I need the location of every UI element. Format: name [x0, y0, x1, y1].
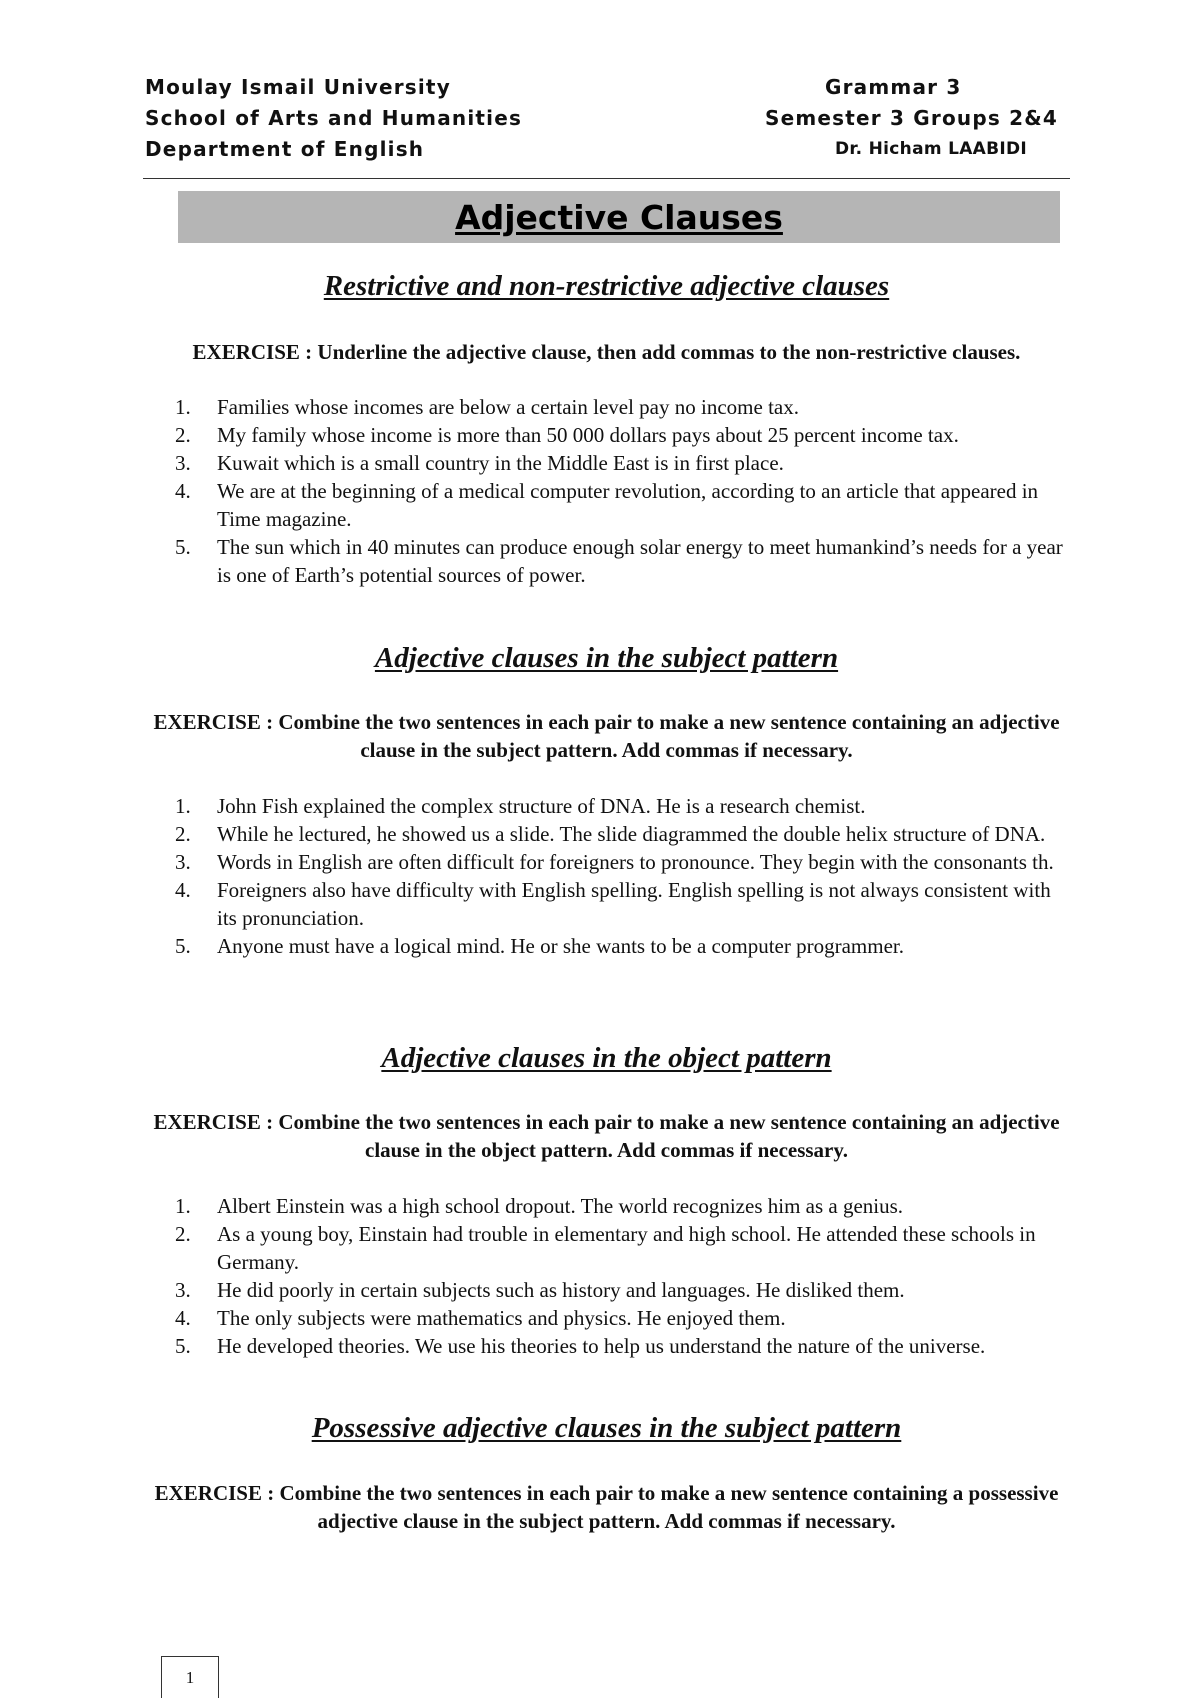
section-heading: Adjective clauses in the subject pattern	[374, 642, 839, 674]
list-item	[175, 1276, 1065, 1304]
section-heading: Adjective clauses in the object pattern	[381, 1042, 832, 1074]
page-number-box	[161, 1656, 219, 1698]
list-item	[175, 1332, 1065, 1360]
list-item	[175, 932, 1065, 960]
item-text: Words in English are often difficult for foreigners to pronounce. They begin with the consonants th.	[217, 850, 1054, 874]
exercise-list	[175, 393, 1065, 589]
list-item	[175, 1304, 1065, 1332]
section-heading: Possessive adjective clauses in the subject pattern	[311, 1412, 902, 1444]
item-number: 5.	[175, 1334, 191, 1358]
item-text: The sun which in 40 minutes can produce enough solar energy to meet humankind’s needs for a year is one of Earth’s potential sources of power.	[217, 535, 1063, 587]
item-number: 2.	[175, 423, 191, 447]
list-item	[175, 1220, 1065, 1276]
page-title: Adjective Clauses	[455, 197, 783, 237]
list-item	[175, 421, 1065, 449]
semester-groups: Semester 3 Groups 2&4	[765, 106, 1059, 130]
exercise-instruction: EXERCISE : Underline the adjective clause, then add commas to the non-restrictive clauses.	[192, 340, 1021, 364]
list-item	[175, 848, 1065, 876]
item-text: My family whose income is more than 50 000 dollars pays about 25 percent income tax.	[217, 423, 959, 447]
item-number: 2.	[175, 1222, 191, 1246]
department-name: Department of English	[145, 137, 425, 161]
item-number: 4.	[175, 878, 191, 902]
item-number: 3.	[175, 1278, 191, 1302]
list-item	[175, 820, 1065, 848]
exercise-instruction: EXERCISE : Combine the two sentences in each pair to make a new sentence containing an adjective clause in the subject pattern. Add commas if necessary.	[153, 710, 1060, 762]
item-number: 5.	[175, 535, 191, 559]
university-name: Moulay Ismail University	[145, 75, 451, 99]
page-number: 1	[185, 1667, 195, 1687]
item-number: 3.	[175, 451, 191, 475]
header-divider	[143, 178, 1070, 179]
section-heading: Restrictive and non-restrictive adjective clauses	[323, 270, 890, 302]
item-text: Foreigners also have difficulty with English spelling. English spelling is not always consistent with its pronunciation.	[217, 878, 1051, 930]
exercise-list	[175, 792, 1065, 960]
item-number: 3.	[175, 850, 191, 874]
item-number: 2.	[175, 822, 191, 846]
item-text: Anyone must have a logical mind. He or she wants to be a computer programmer.	[217, 934, 904, 958]
list-item	[175, 792, 1065, 820]
exercise-list	[175, 1192, 1065, 1360]
item-text: We are at the beginning of a medical computer revolution, according to an article that appeared in Time magazine.	[217, 479, 1039, 531]
header-row	[145, 103, 1065, 134]
list-item	[175, 1192, 1065, 1220]
item-number: 5.	[175, 934, 191, 958]
list-item	[175, 393, 1065, 421]
item-number: 4.	[175, 1306, 191, 1330]
item-text: As a young boy, Einstain had trouble in elementary and high school. He attended these schools in Germany.	[217, 1222, 1036, 1274]
item-text: The only subjects were mathematics and physics. He enjoyed them.	[217, 1306, 786, 1330]
item-text: He did poorly in certain subjects such as history and languages. He disliked them.	[217, 1278, 905, 1302]
item-number: 1.	[175, 1194, 191, 1218]
exercise-instruction: EXERCISE : Combine the two sentences in each pair to make a new sentence containing an adjective clause in the object pattern. Add commas if necessary.	[153, 1110, 1060, 1162]
list-item	[175, 449, 1065, 477]
header-row	[145, 72, 1065, 103]
header-row	[145, 134, 1065, 165]
item-text: John Fish explained the complex structure of DNA. He is a research chemist.	[217, 794, 866, 818]
list-item	[175, 876, 1065, 932]
school-name: School of Arts and Humanities	[145, 106, 523, 130]
exercise-instruction: EXERCISE : Combine the two sentences in each pair to make a new sentence containing a possessive adjective clause in the subject pattern. Add commas if necessary.	[154, 1481, 1059, 1533]
item-text: He developed theories. We use his theories to help us understand the nature of the universe.	[217, 1334, 986, 1358]
document-header	[145, 72, 1065, 165]
list-item	[175, 533, 1065, 589]
item-number: 1.	[175, 794, 191, 818]
item-text: While he lectured, he showed us a slide. The slide diagrammed the double helix structure of DNA.	[217, 822, 1046, 846]
item-text: Albert Einstein was a high school dropout. The world recognizes him as a genius.	[217, 1194, 904, 1218]
item-text: Kuwait which is a small country in the Middle East is in first place.	[217, 451, 784, 475]
item-number: 4.	[175, 479, 191, 503]
item-number: 1.	[175, 395, 191, 419]
title-banner	[178, 191, 1060, 243]
item-text: Families whose incomes are below a certain level pay no income tax.	[217, 395, 799, 419]
instructor-name: Dr. Hicham LAABIDI	[835, 139, 1028, 159]
list-item	[175, 477, 1065, 533]
course-name: Grammar 3	[825, 75, 962, 99]
